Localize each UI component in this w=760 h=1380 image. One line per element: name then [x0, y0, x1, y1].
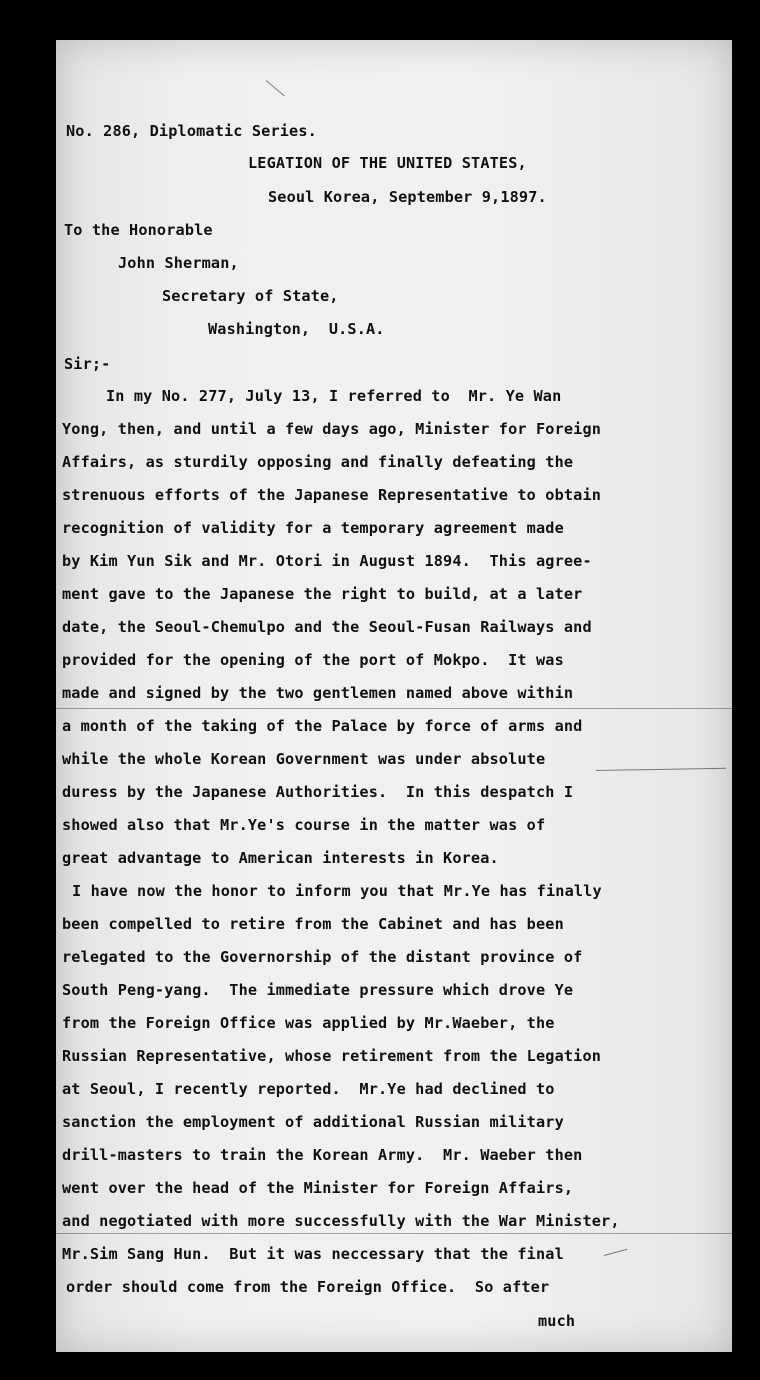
- series-number: No. 286, Diplomatic Series.: [66, 122, 317, 140]
- body-line: Russian Representative, whose retirement from the Legation: [62, 1047, 602, 1065]
- address-line: To the Honorable: [64, 221, 213, 239]
- body-line: been compelled to retire from the Cabinet and has been: [62, 915, 564, 933]
- fold-crease: [56, 708, 732, 709]
- body-line: drill-masters to train the Korean Army. Mr. Waeber then: [62, 1146, 583, 1164]
- body-line: In my No. 277, July 13, I referred to Mr. Ye Wan: [106, 387, 562, 405]
- body-line: Affairs, as sturdily opposing and finally defeating the: [62, 453, 574, 471]
- body-line: great advantage to American interests in Korea.: [62, 849, 499, 867]
- body-line: sanction the employment of additional Russian military: [62, 1113, 564, 1131]
- scan-scratch: [604, 1249, 627, 1256]
- body-line: Mr.Sim Sang Hun. But it was neccessary that the final: [62, 1245, 564, 1263]
- body-line: duress by the Japanese Authorities. In this despatch I: [62, 783, 574, 801]
- catchword: much: [538, 1312, 576, 1330]
- letterhead: LEGATION OF THE UNITED STATES,: [248, 154, 527, 172]
- body-line: date, the Seoul-Chemulpo and the Seoul-Fusan Railways and: [62, 618, 592, 636]
- body-line: showed also that Mr.Ye's course in the matter was of: [62, 816, 546, 834]
- body-line: at Seoul, I recently reported. Mr.Ye had declined to: [62, 1080, 555, 1098]
- salutation: Sir;-: [64, 355, 111, 373]
- body-line: ment gave to the Japanese the right to build, at a later: [62, 585, 583, 603]
- body-line: order should come from the Foreign Office. So after: [66, 1278, 550, 1296]
- fold-crease: [56, 1233, 732, 1234]
- body-line: provided for the opening of the port of Mokpo. It was: [62, 651, 564, 669]
- body-line: made and signed by the two gentlemen named above within: [62, 684, 574, 702]
- place-date: Seoul Korea, September 9,1897.: [268, 188, 547, 206]
- body-line: from the Foreign Office was applied by Mr.Waeber, the: [62, 1014, 555, 1032]
- scan-scratch: [266, 80, 285, 96]
- document-page: [56, 40, 732, 1352]
- body-line: I have now the honor to inform you that Mr.Ye has finally: [72, 882, 602, 900]
- body-line: while the whole Korean Government was under absolute: [62, 750, 546, 768]
- body-line: and negotiated with more successfully with the War Minister,: [62, 1212, 620, 1230]
- address-line: Secretary of State,: [162, 287, 339, 305]
- body-line: recognition of validity for a temporary agreement made: [62, 519, 564, 537]
- body-line: Yong, then, and until a few days ago, Minister for Foreign: [62, 420, 602, 438]
- body-line: strenuous efforts of the Japanese Representative to obtain: [62, 486, 602, 504]
- address-line: John Sherman,: [118, 254, 239, 272]
- body-line: by Kim Yun Sik and Mr. Otori in August 1894. This agree-: [62, 552, 592, 570]
- body-line: a month of the taking of the Palace by force of arms and: [62, 717, 583, 735]
- scan-scratch: [596, 768, 726, 771]
- body-line: South Peng-yang. The immediate pressure which drove Ye: [62, 981, 574, 999]
- body-line: relegated to the Governorship of the distant province of: [62, 948, 583, 966]
- address-line: Washington, U.S.A.: [208, 320, 385, 338]
- body-line: went over the head of the Minister for Foreign Affairs,: [62, 1179, 574, 1197]
